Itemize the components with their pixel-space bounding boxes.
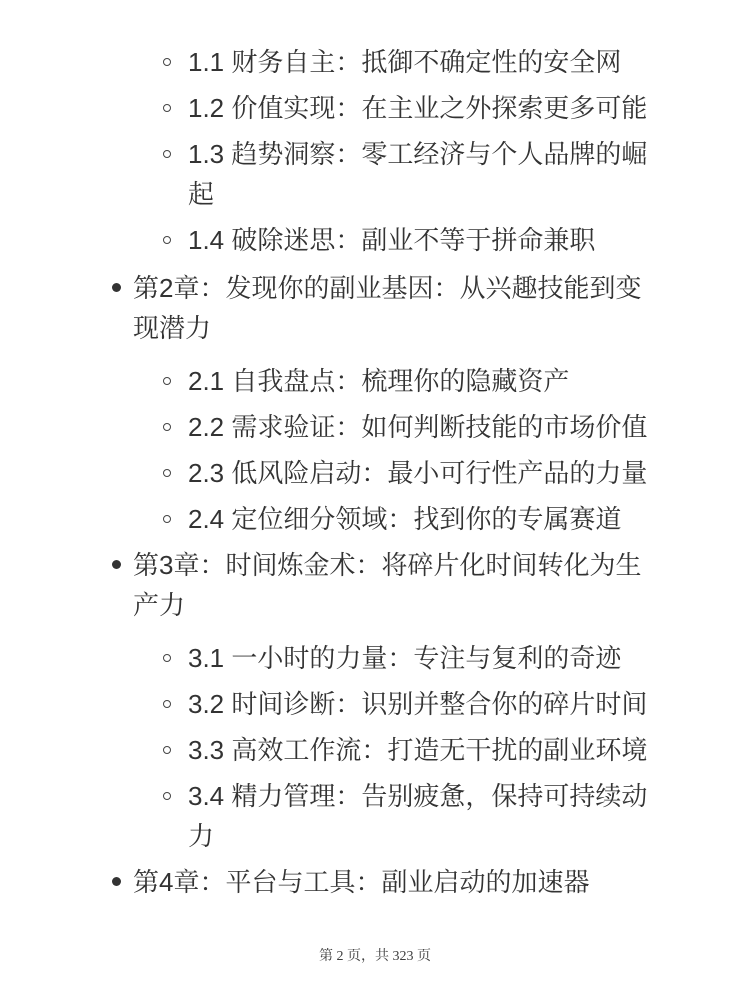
- toc-item-text: 1.3 趋势洞察：零工经济与个人品牌的崛起: [188, 139, 648, 209]
- chapter1-subsection-list: [0, 42, 662, 260]
- toc-item-text: 3.2 时间诊断：识别并整合你的碎片时间: [188, 689, 648, 719]
- hollow-bullet-icon: [163, 423, 171, 431]
- toc-item-text: 3.4 精力管理：告别疲惫，保持可持续动力: [188, 781, 648, 851]
- toc-item-1-4: [188, 220, 662, 260]
- toc-item-text: 1.2 价值实现：在主业之外探索更多可能: [188, 93, 648, 123]
- hollow-bullet-icon: [163, 469, 171, 477]
- filled-bullet-icon: [112, 560, 121, 569]
- chapter-title: 第4章：平台与工具：副业启动的加速器: [133, 867, 590, 897]
- toc-item-text: 1.1 财务自主：抵御不确定性的安全网: [188, 47, 622, 77]
- hollow-bullet-icon: [163, 104, 171, 112]
- toc-chapter-3: [133, 545, 662, 856]
- toc-item-text: 2.3 低风险启动：最小可行性产品的力量: [188, 458, 648, 488]
- toc-item-2-2: [188, 407, 662, 447]
- toc-item-1-1: [188, 42, 662, 82]
- hollow-bullet-icon: [163, 515, 171, 523]
- hollow-bullet-icon: [163, 58, 171, 66]
- toc-item-3-3: [188, 730, 662, 770]
- toc-item-text: 2.1 自我盘点：梳理你的隐藏资产: [188, 366, 570, 396]
- toc-chapter-2: [133, 268, 662, 539]
- page-footer: [0, 944, 750, 970]
- toc-item-2-4: [188, 499, 662, 539]
- toc-item-1-3: [188, 134, 662, 214]
- toc-content: [0, 42, 662, 908]
- filled-bullet-icon: [112, 877, 121, 886]
- toc-item-text: 3.1 一小时的力量：专注与复利的奇迹: [188, 643, 622, 673]
- page-number-label: 第 2 页，共 323 页: [319, 949, 431, 964]
- filled-bullet-icon: [112, 283, 121, 292]
- toc-chapter-4: [133, 862, 662, 902]
- toc-item-text: 1.4 破除迷思：副业不等于拼命兼职: [188, 225, 596, 255]
- hollow-bullet-icon: [163, 150, 171, 158]
- toc-item-text: 3.3 高效工作流：打造无干扰的副业环境: [188, 735, 648, 765]
- toc-item-text: 2.2 需求验证：如何判断技能的市场价值: [188, 412, 648, 442]
- toc-item-1-2: [188, 88, 662, 128]
- toc-item-text: 2.4 定位细分领域：找到你的专属赛道: [188, 504, 622, 534]
- toc-item-3-2: [188, 684, 662, 724]
- hollow-bullet-icon: [163, 654, 171, 662]
- toc-item-2-3: [188, 453, 662, 493]
- chapter-title: 第3章：时间炼金术：将碎片化时间转化为生产力: [133, 550, 642, 620]
- hollow-bullet-icon: [163, 746, 171, 754]
- toc-item-2-1: [188, 361, 662, 401]
- chapter-list: [0, 268, 662, 902]
- hollow-bullet-icon: [163, 700, 171, 708]
- hollow-bullet-icon: [163, 377, 171, 385]
- chapter2-subsection-list: [133, 361, 662, 539]
- hollow-bullet-icon: [163, 792, 171, 800]
- toc-item-3-4: [188, 776, 662, 856]
- toc-item-3-1: [188, 638, 662, 678]
- hollow-bullet-icon: [163, 236, 171, 244]
- chapter3-subsection-list: [133, 638, 662, 856]
- chapter-title: 第2章：发现你的副业基因：从兴趣技能到变现潜力: [133, 273, 642, 343]
